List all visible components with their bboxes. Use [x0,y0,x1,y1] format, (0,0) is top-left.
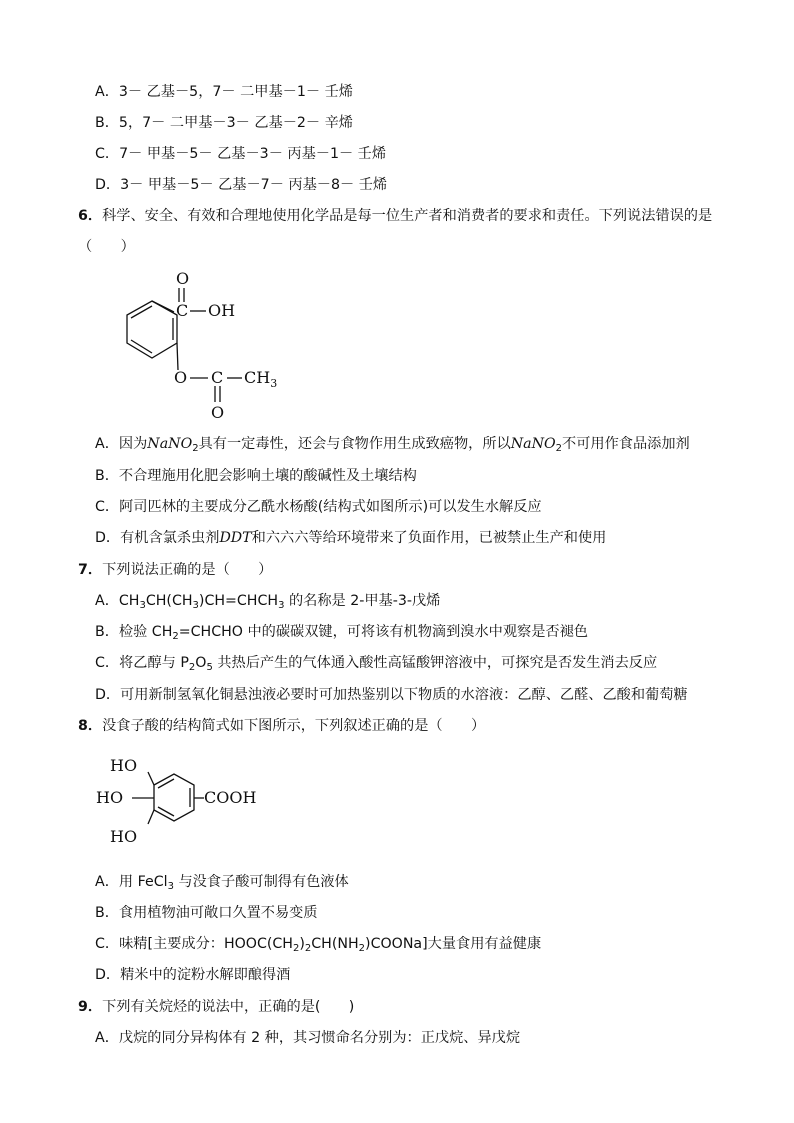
q6-option-b: B．不合理施用化肥会影响土壤的酸碱性及土壤结构 [95,468,417,484]
q5-option-b: B．5，7－ 二甲基－3－ 乙基－2－ 辛烯 [95,115,353,131]
q5-option-d: D．3－ 甲基－5－ 乙基－7－ 丙基－8－ 壬烯 [95,177,388,193]
aspirin-structure [90,268,290,428]
q8-option-c: C．味精[主要成分：$HOOC(CH_2)_2CH(NH_2)COONa$]大量食用有益健康 [95,936,542,954]
aspirin-ch3: $CH_3$ [244,368,278,390]
q9-option-a: A．戊烷的同分异构体有 2 种，其习惯命名分别为：正戊烷、异戊烷 [95,1030,521,1046]
q6-option-d: D．有机含氯杀虫剂DDT和六六六等给环境带来了负面作用，已被禁止生产和使用 [95,530,607,546]
q6-answer-paren: （ ） [78,239,135,255]
q9-stem [78,997,354,1017]
q6-stem [78,206,712,226]
q8-option-b: B．食用植物油可敞口久置不易变质 [95,905,318,921]
q5-option-a: A．3－ 乙基－5，7－ 二甲基－1－ 壬烯 [95,84,353,100]
aspirin-o-bot: O [211,403,225,422]
q5-option-c: C．7－ 甲基－5－ 乙基－3－ 丙基－1－ 壬烯 [95,146,387,162]
q6-option-c: C．阿司匹林的主要成分乙酰水杨酸(结构式如图所示)可以发生水解反应 [95,499,542,515]
gallic-cooh: COOH [204,788,257,807]
q8-stem [78,716,485,736]
q9-text: 下列有关烷烃的说法中，正确的是( ) [102,999,355,1015]
q7-option-b: B．检验 $CH_2=CHCHO$ 中的碳碳双键，可将该有机物滴到溴水中观察是否褪色 [95,624,588,642]
q7-option-d: D．可用新制氢氧化铜悬浊液必要时可加热鉴别以下物质的水溶液：乙醇、乙醛、乙酸和葡萄糖 [95,687,688,703]
gallic-ho-bot: HO [110,827,138,846]
q8-text: 没食子酸的结构简式如下图所示，下列叙述正确的是（ ） [102,718,486,734]
q8-number: 8． [78,718,103,734]
gallic-ho-mid: HO [96,788,124,807]
q7-number: 7． [78,562,103,578]
q7-stem [78,560,272,580]
q7-option-a: A．$CH_3CH(CH_3)CH=CHCH_3$ 的名称是 2-甲基-3-戊烯 [95,593,441,611]
q7-text: 下列说法正确的是（ ） [102,562,273,578]
q7-option-c: C．将乙醇与 $P_2O_5$ 共热后产生的气体通入酸性高锰酸钾溶液中，可探究是否发生消去反应 [95,655,658,673]
q6-text: 科学、安全、有效和合理地使用化学品是每一位生产者和消费者的要求和责任。下列说法错误的是 [102,208,713,224]
gallic-ho-top: HO [110,756,138,775]
gallic-acid-structure [92,752,272,858]
aspirin-oh: OH [208,301,236,320]
aspirin-o-top: O [176,269,190,288]
aspirin-o-mid: O [174,368,188,387]
aspirin-c-mid: C [211,368,224,387]
q6-number: 6． [78,208,103,224]
q8-option-a: A．用 FeCl$_3$ 与没食子酸可制得有色液体 [95,874,349,892]
aspirin-c-top: C [176,301,189,320]
q9-number: 9． [78,999,103,1015]
q8-option-d: D．精米中的淀粉水解即酿得酒 [95,967,291,983]
q6-option-a: A．因为NaNO$_2$具有一定毒性，还会与食物作用生成致癌物，所以NaNO$_2$不可用作食品添加剂 [95,436,690,454]
